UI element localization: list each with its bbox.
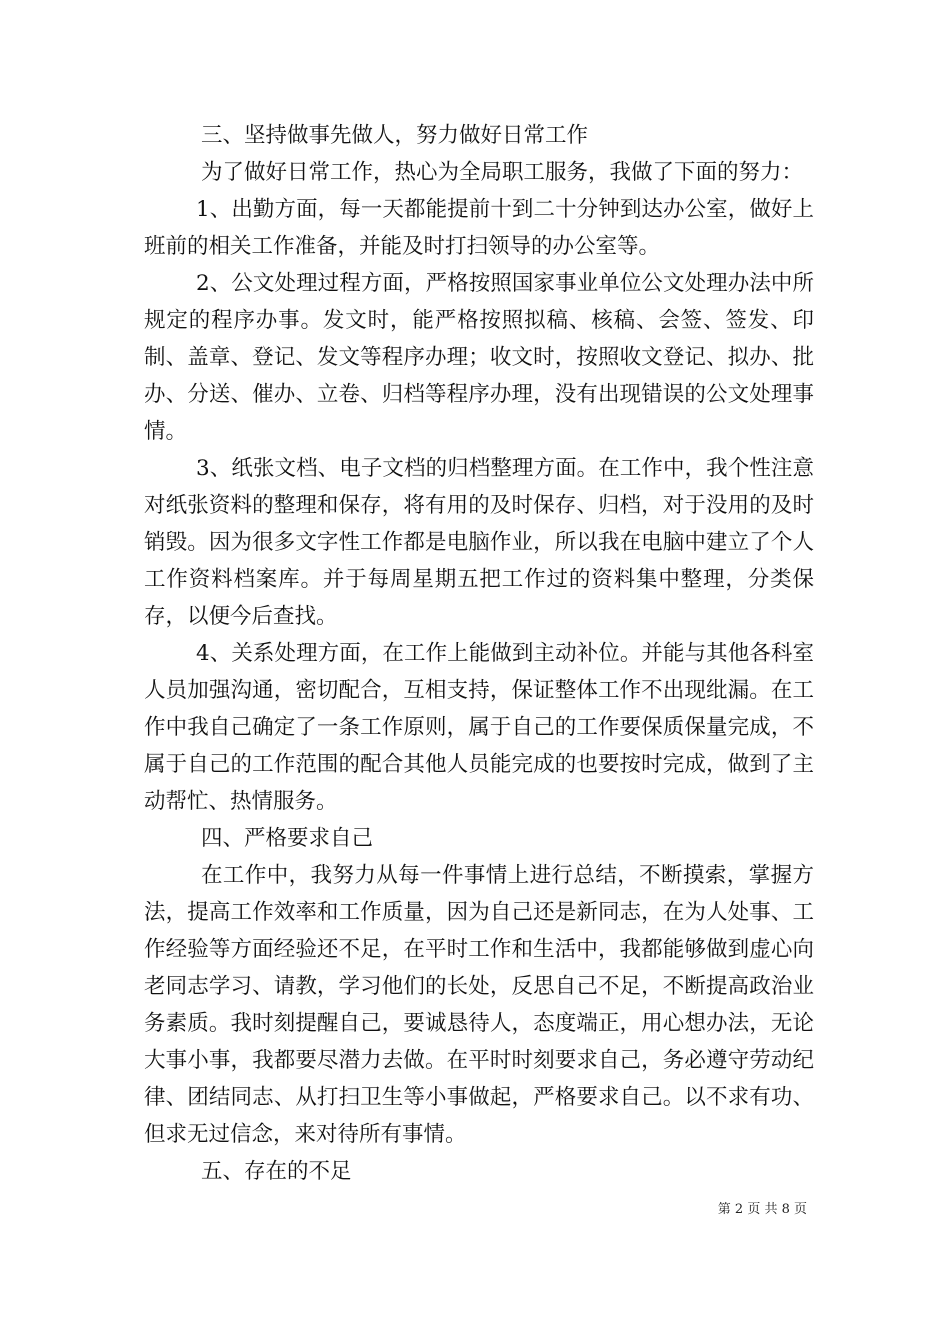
section-heading-3: 三、坚持做事先做人，努力做好日常工作 [201,123,589,148]
item-archiving: 3、纸张文档、电子文档的归档整理方面。在工作中，我个性注意对纸张资料的整理和保存，将有用的及时保存、归档，对于没用的及时销毁。因为很多文字性工作都是电脑作业，所以我在电脑中建立了个人工作资料档案库。并于每周星期五把工作过的资料集中整理，分类保存，以便今后查找。 [144,456,814,629]
page-number-footer: 第 2 页 共 8 页 [717,1202,807,1217]
document-body [144,117,814,1190]
item-attendance: 1、出勤方面，每一天都能提前十到二十分钟到达办公室，做好上班前的相关工作准备，并能及时打扫领导的办公室等。 [144,197,814,259]
section-heading-4: 四、严格要求自己 [201,826,374,851]
item-relations: 4、关系处理方面，在工作上能做到主动补位。并能与其他各科室人员加强沟通，密切配合，互相支持，保证整体工作不出现纰漏。在工作中我自己确定了一条工作原则，属于自己的工作要保质保量完成，不属于自己的工作范围的配合其他人员能完成的也要按时完成，做到了主动帮忙、热情服务。 [144,641,814,814]
intro-paragraph: 为了做好日常工作，热心为全局职工服务，我做了下面的努力： [201,160,804,185]
section-heading-5: 五、存在的不足 [201,1159,352,1184]
item-document-processing: 2、公文处理过程方面，严格按照国家事业单位公文处理办法中所规定的程序办事。发文时，能严格按照拟稿、核稿、会签、签发、印制、盖章、登记、发文等程序办理；收文时，按照收文登记、拟办、批办、分送、催办、立卷、归档等程序办理，没有出现错误的公文处理事情。 [144,271,814,444]
self-discipline-paragraph: 在工作中，我努力从每一件事情上进行总结，不断摸索，掌握方法，提高工作效率和工作质量，因为自己还是新同志，在为人处事、工作经验等方面经验还不足，在平时工作和生活中，我都能够做到虚心向老同志学习、请教，学习他们的长处，反思自己不足，不断提高政治业务素质。我时刻提醒自己，要诚恳待人，态度端正，用心想办法，无论大事小事，我都要尽潜力去做。在平时时刻要求自己，务必遵守劳动纪律、团结同志、从打扫卫生等小事做起，严格要求自己。以不求有功、但求无过信念，来对待所有事情。 [144,863,814,1147]
